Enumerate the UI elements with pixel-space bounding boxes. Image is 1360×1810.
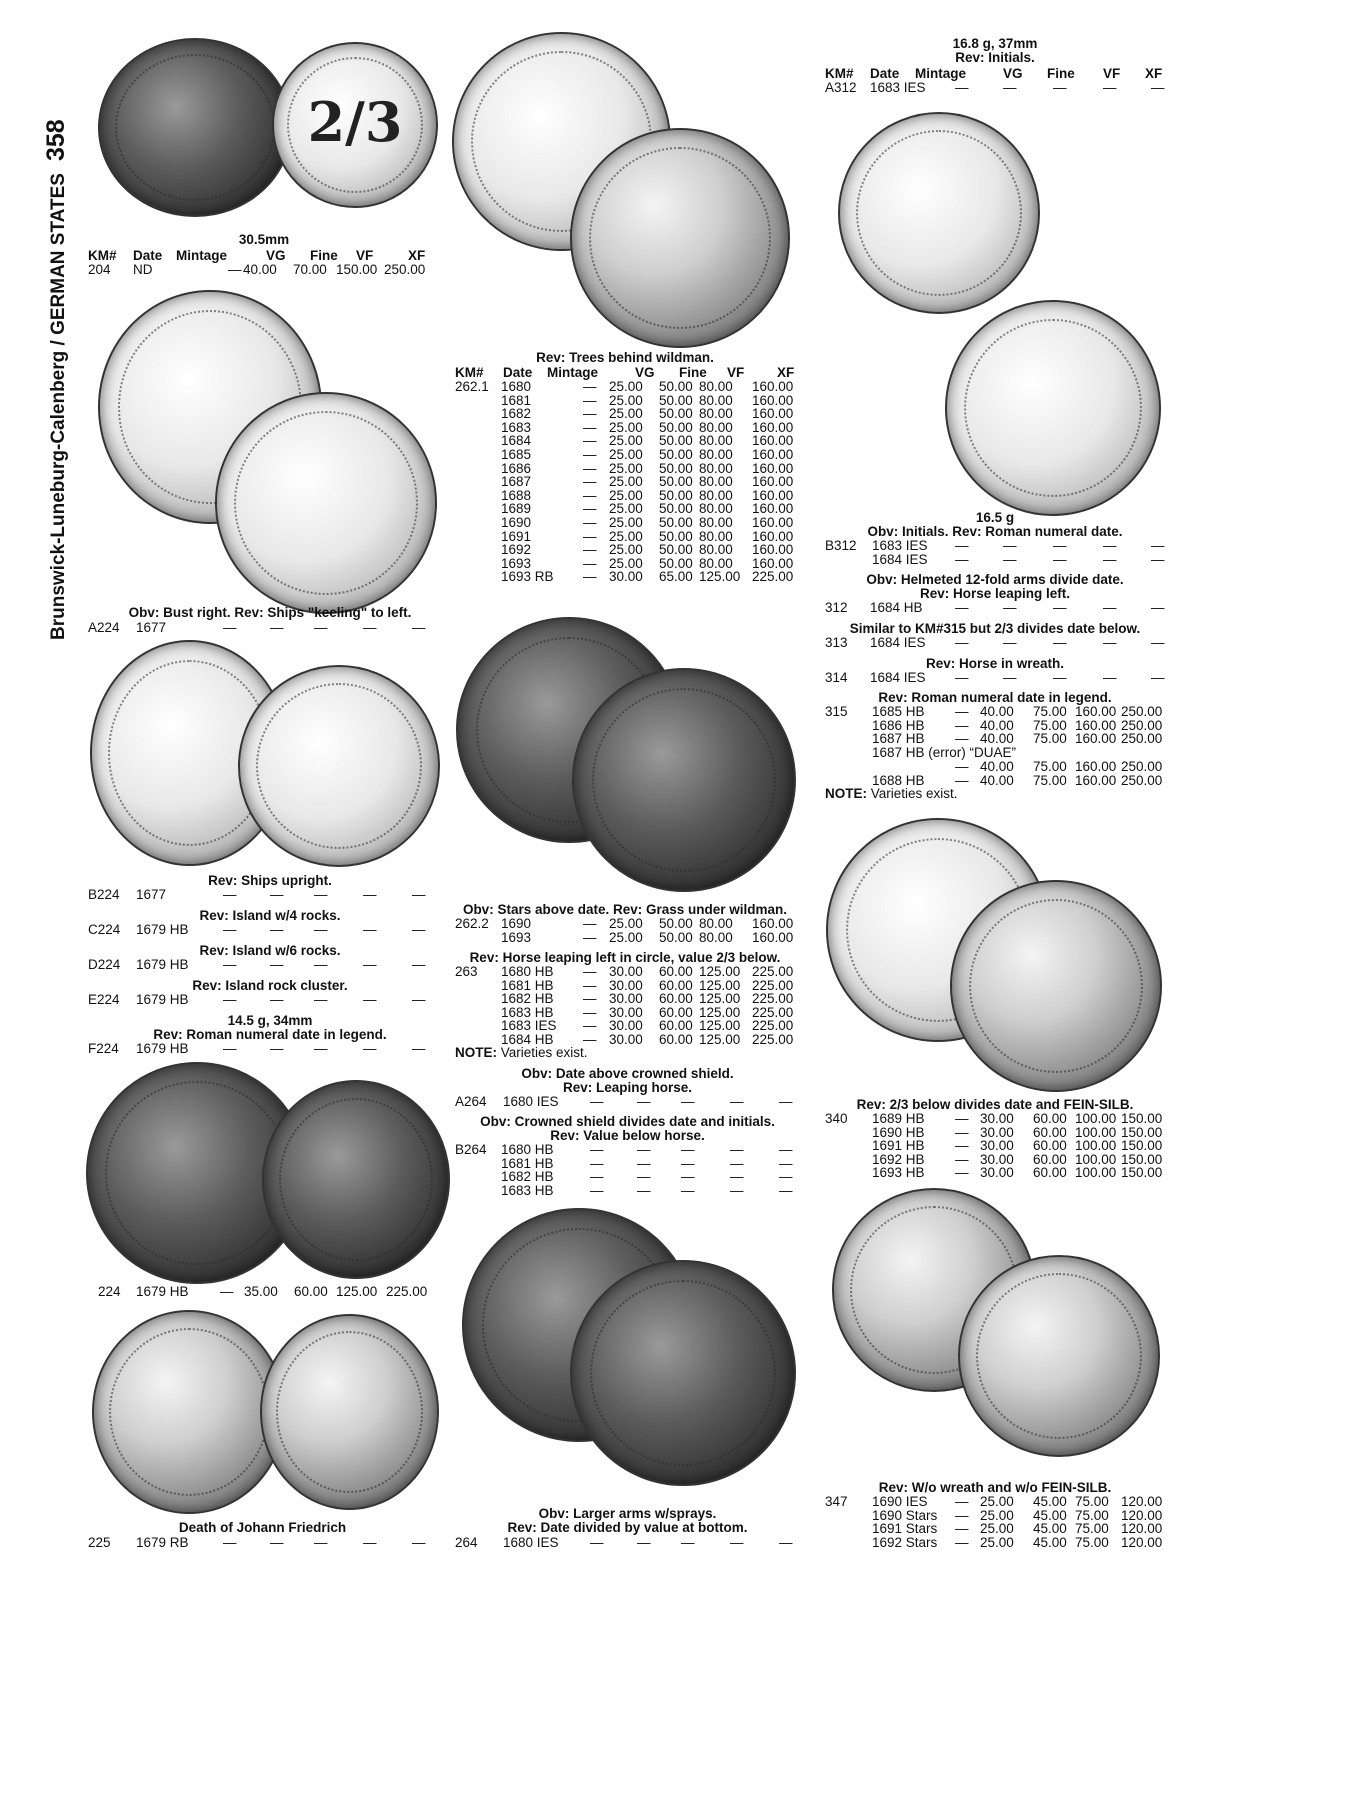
catalog-row-224: 224 1679 HB — 35.00 60.00 125.00 225.00 xyxy=(98,1284,428,1299)
table-row: 1690 — 25.00 50.00 80.00 160.00 xyxy=(501,916,794,931)
table-row: 1684 IES — — — — — xyxy=(872,551,1165,567)
caption-204: 30.5mm xyxy=(238,232,290,247)
table-row: 1691 Stars — 25.00 45.00 75.00 120.00 xyxy=(872,1521,1163,1537)
table-row: 1685 HB — 40.00 75.00 160.00 250.00 xyxy=(872,704,1163,719)
coin-image-225-reverse xyxy=(260,1314,439,1510)
caption-347: Rev: W/o wreath and w/o FEIN-SILB. xyxy=(878,1480,1112,1495)
catalog-row-e224: E224 1679 HB — — — — — xyxy=(88,992,426,1007)
table-row: 1680 HB — 30.00 60.00 125.00 225.00 xyxy=(501,964,794,979)
table-row: 1681 — 25.00 50.00 80.00 160.00 xyxy=(501,392,794,408)
caption-a312: Rev: Initials. xyxy=(955,50,1035,65)
caption-2622: Obv: Stars above date. Rev: Grass under wildman. xyxy=(462,902,788,917)
km-number: 262.2 xyxy=(455,916,489,931)
caption-314: Rev: Horse in wreath. xyxy=(925,656,1065,671)
table-row: 1690 Stars — 25.00 45.00 75.00 120.00 xyxy=(872,1507,1163,1523)
table-row: 1691 — 25.00 50.00 80.00 160.00 xyxy=(501,528,794,544)
caption-f224-weight: 14.5 g, 34mm xyxy=(227,1013,313,1028)
table-row: 1692 Stars — 25.00 45.00 75.00 120.00 xyxy=(872,1534,1163,1550)
caption-313: Similar to KM#315 but 2/3 divides date below. xyxy=(849,621,1141,636)
table-row: 1693 — 25.00 50.00 80.00 160.00 xyxy=(501,555,794,571)
table-row: 1686 HB — 40.00 75.00 160.00 250.00 xyxy=(872,717,1163,733)
coin-image-312-obverse xyxy=(838,112,1040,314)
table-row: 1684 HB — 30.00 60.00 125.00 225.00 xyxy=(501,1032,794,1047)
note-315: NOTE: Varieties exist. xyxy=(825,786,958,801)
coin-image-2622-reverse xyxy=(572,668,796,892)
catalog-row-a224: A224 1677 — — — — — xyxy=(88,620,426,635)
coin-image-347-reverse xyxy=(958,1255,1160,1457)
caption-340: Rev: 2/3 below divides date and FEIN-SILB. xyxy=(856,1097,1134,1112)
table-row: 1682 HB — — — — — xyxy=(501,1169,793,1185)
catalog-row-f224: F224 1679 HB — — — — — xyxy=(88,1041,426,1056)
caption-264-rev: Rev: Date divided by value at bottom. xyxy=(507,1520,748,1535)
table-row: 1680 — 25.00 50.00 80.00 160.00 xyxy=(501,379,794,394)
table-row: 1690 IES — 25.00 45.00 75.00 120.00 xyxy=(872,1494,1163,1509)
table-row: 1684 — 25.00 50.00 80.00 160.00 xyxy=(501,433,794,449)
page-number: 358 xyxy=(42,119,70,162)
table-row: 1687 — 25.00 50.00 80.00 160.00 xyxy=(501,474,794,490)
caption-264-obv: Obv: Larger arms w/sprays. xyxy=(538,1506,717,1521)
note-263: NOTE: Varieties exist. xyxy=(455,1045,588,1060)
caption-f224: Rev: Roman numeral date in legend. xyxy=(153,1027,387,1042)
caption-a264-rev: Rev: Leaping horse. xyxy=(562,1080,693,1095)
table-row: 1685 — 25.00 50.00 80.00 160.00 xyxy=(501,447,794,462)
table-row: 1688 — 25.00 50.00 80.00 160.00 xyxy=(501,487,794,503)
table-row: 1683 IES — 30.00 60.00 125.00 225.00 xyxy=(501,1018,794,1034)
coin-value-legend: 2/3 xyxy=(307,89,403,154)
catalog-row-a264: A264 1680 IES — — — — — xyxy=(455,1094,793,1109)
caption-312-rev: Rev: Horse leaping left. xyxy=(919,586,1071,601)
header-row-right: KM# Date Mintage VG Fine VF XF xyxy=(825,66,1163,81)
table-row: 1681 HB — — — — — xyxy=(501,1155,793,1171)
table-row: 1680 HB — — — — — xyxy=(501,1142,793,1157)
coin-image-2621-reverse xyxy=(570,128,790,348)
catalog-row-225: 225 1679 RB — — — — — xyxy=(88,1535,426,1550)
table-row: 1691 HB — 30.00 60.00 100.00 150.00 xyxy=(872,1138,1163,1154)
table-row: 1682 HB — 30.00 60.00 125.00 225.00 xyxy=(501,991,794,1007)
coin-image-340-reverse xyxy=(950,880,1162,1092)
catalog-row-d224: D224 1679 HB — — — — — xyxy=(88,957,426,972)
table-row: 1681 HB — 30.00 60.00 125.00 225.00 xyxy=(501,977,794,993)
table-row: 1686 — 25.00 50.00 80.00 160.00 xyxy=(501,460,794,476)
caption-b312-weight: 16.5 g xyxy=(975,510,1015,525)
coin-image-204-obverse xyxy=(98,38,292,217)
coin-image-a224-reverse xyxy=(215,392,437,614)
catalog-row-264: 264 1680 IES — — — — — xyxy=(455,1535,793,1550)
km-number: 347 xyxy=(825,1494,848,1509)
table-row: 1683 IES — — — — — xyxy=(872,538,1165,553)
km-number: 262.1 xyxy=(455,379,489,394)
caption-b264-obv: Obv: Crowned shield divides date and initials. xyxy=(480,1114,775,1129)
caption-b312: Obv: Initials. Rev: Roman numeral date. xyxy=(867,524,1123,539)
caption-b224: Rev: Ships upright. xyxy=(208,873,332,888)
table-row: 1683 HB — 30.00 60.00 125.00 225.00 xyxy=(501,1004,794,1020)
caption-263: Rev: Horse leaping left in circle, value 2/3 below. xyxy=(469,950,781,965)
table-row: 1690 HB — 30.00 60.00 100.00 150.00 xyxy=(872,1124,1163,1140)
table-row: 1689 HB — 30.00 60.00 100.00 150.00 xyxy=(872,1111,1163,1126)
caption-e224: Rev: Island rock cluster. xyxy=(192,978,348,993)
table-row: 1689 — 25.00 50.00 80.00 160.00 xyxy=(501,501,794,517)
header-row-left: KM# Date Mintage VG Fine VF XF xyxy=(88,248,426,263)
caption-312-obv: Obv: Helmeted 12-fold arms divide date. xyxy=(866,572,1124,587)
caption-c224: Rev: Island w/4 rocks. xyxy=(199,908,341,923)
table-row: 1692 HB — 30.00 60.00 100.00 150.00 xyxy=(872,1151,1163,1167)
caption-225: Death of Johann Friedrich xyxy=(178,1520,347,1535)
table-row: 1693 HB — 30.00 60.00 100.00 150.00 xyxy=(872,1165,1163,1181)
table-row: 1683 HB — — — — — xyxy=(501,1182,793,1198)
caption-b264-rev: Rev: Value below horse. xyxy=(550,1128,705,1143)
coin-image-225-obverse xyxy=(92,1310,286,1514)
caption-d224: Rev: Island w/6 rocks. xyxy=(199,943,341,958)
caption-a264-obv: Obv: Date above crowned shield. xyxy=(521,1066,734,1081)
caption-2621: Rev: Trees behind wildman. xyxy=(536,350,714,365)
km-number: B264 xyxy=(455,1142,487,1157)
catalog-row-b224: B224 1677 — — — — — xyxy=(88,887,426,902)
catalog-row-312: 312 1684 HB — — — — — xyxy=(825,600,1165,615)
table-row: 1693 — 25.00 50.00 80.00 160.00 xyxy=(501,929,794,945)
catalog-row-c224: C224 1679 HB — — — — — xyxy=(88,922,426,937)
coin-image-b224-reverse xyxy=(238,665,440,867)
caption-a224: Obv: Bust right. Rev: Ships "keeling" to left. xyxy=(128,605,412,620)
catalog-row-313: 313 1684 IES — — — — — xyxy=(825,635,1165,650)
section-title: Brunswick-Luneburg-Calenberg / GERMAN STATES xyxy=(48,173,69,640)
table-row: 1693 RB — 30.00 65.00 125.00 225.00 xyxy=(501,569,794,585)
table-row: 1692 — 25.00 50.00 80.00 160.00 xyxy=(501,542,794,558)
catalog-row-314: 314 1684 IES — — — — — xyxy=(825,670,1165,685)
caption-a312-weight: 16.8 g, 37mm xyxy=(952,36,1038,51)
catalog-row-204: 204 ND — 40.00 70.00 150.00 250.00 xyxy=(88,262,426,277)
coin-image-224-reverse xyxy=(262,1080,450,1279)
km-number: 315 xyxy=(825,704,848,719)
catalog-row-a312: A312 1683 IES — — — — — xyxy=(825,80,1165,95)
table-row: 1690 — 25.00 50.00 80.00 160.00 xyxy=(501,515,794,530)
km-number: B312 xyxy=(825,538,857,553)
table-row: 1683 — 25.00 50.00 80.00 160.00 xyxy=(501,419,794,435)
table-row: 1682 — 25.00 50.00 80.00 160.00 xyxy=(501,406,794,422)
km-number: 340 xyxy=(825,1111,848,1126)
catalog-row-315-last: 1688 HB — 40.00 75.00 160.00 250.00 xyxy=(872,773,1163,788)
coin-image-312-reverse xyxy=(945,300,1161,516)
km-number: 263 xyxy=(455,964,478,979)
catalog-row-315-error: — 40.00 75.00 160.00 250.00 xyxy=(955,759,1163,774)
caption-315: Rev: Roman numeral date in legend. xyxy=(878,690,1112,705)
running-header xyxy=(38,40,78,640)
catalog-row-315-error-date: 1687 HB (error) “DUAE” xyxy=(872,745,1017,760)
table-row: 1687 HB — 40.00 75.00 160.00 250.00 xyxy=(872,731,1163,747)
header-row-middle: KM# Date Mintage VG Fine VF XF xyxy=(455,365,795,380)
coin-image-204-reverse xyxy=(272,42,438,208)
coin-image-264-reverse xyxy=(570,1260,796,1486)
